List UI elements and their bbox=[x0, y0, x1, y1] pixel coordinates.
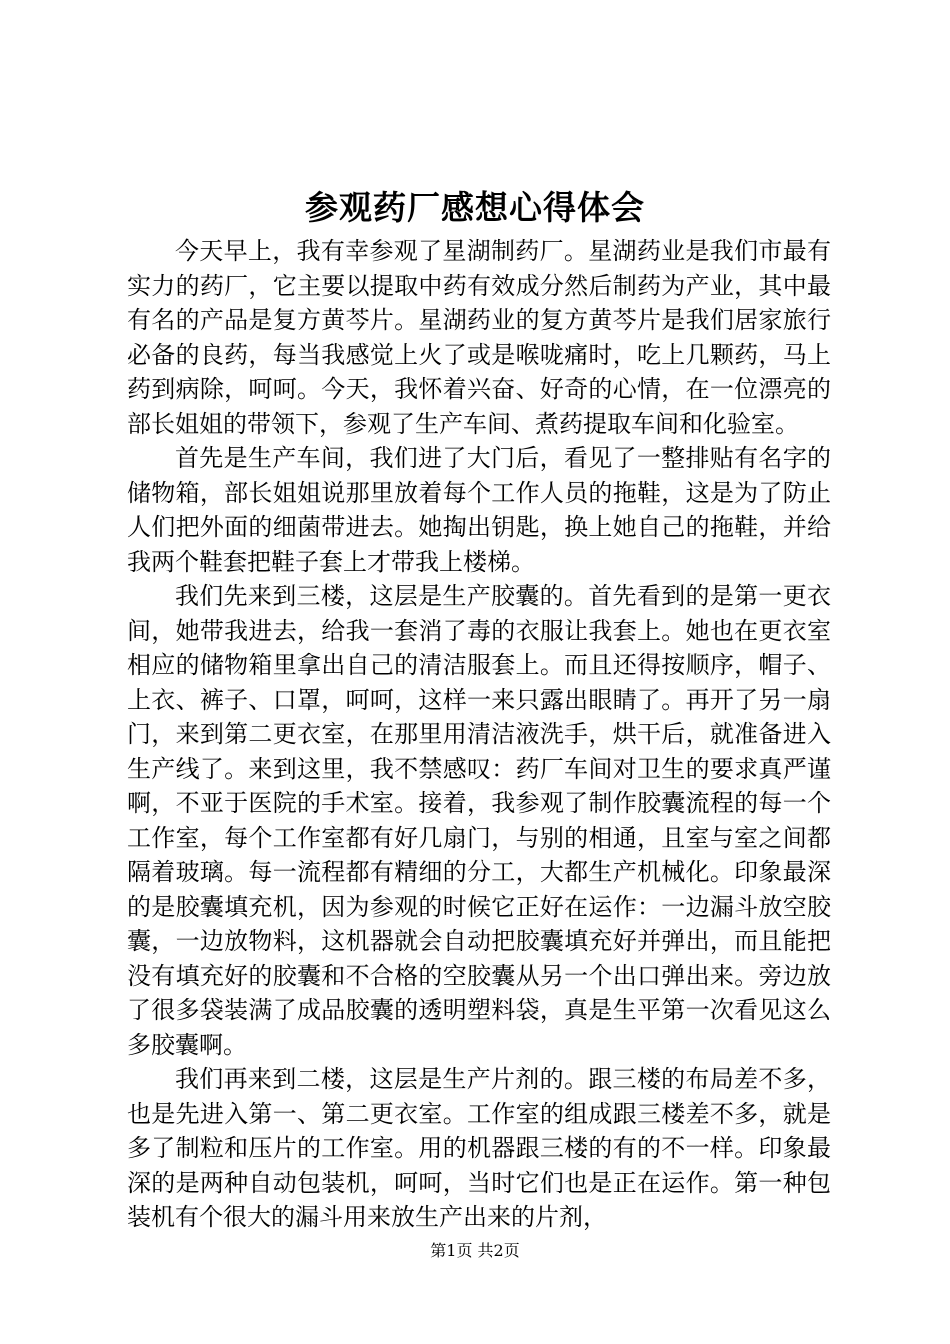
paragraph: 首先是生产车间，我们进了大门后，看见了一整排贴有名字的储物箱，部长姐姐说那里放着每个工作人员的拖鞋，这是为了防止人们把外面的细菌带进去。她掏出钥匙，换上她自己的拖鞋，并给我两个鞋套把鞋子套上才带我上楼梯。 bbox=[127, 444, 831, 576]
document-title: 参观药厂感想心得体会 bbox=[305, 188, 645, 227]
document-body bbox=[127, 234, 831, 1235]
paragraph: 我们先来到三楼，这层是生产胶囊的。首先看到的是第一更衣间，她带我进去，给我一套消了毒的衣服让我套上。她也在更衣室相应的储物箱里拿出自己的清洁服套上。而且还得按顺序，帽子、上衣、裤子、口罩，呵呵，这样一来只露出眼睛了。再开了另一扇门，来到第二更衣室，在那里用清洁液洗手，烘干后，就准备进入生产线了。来到这里，我不禁感叹：药厂车间对卫生的要求真严谨啊，不亚于医院的手术室。接着，我参观了制作胶囊流程的每一个工作室，每个工作室都有好几扇门，与别的相通，且室与室之间都隔着玻璃。每一流程都有精细的分工，大都生产机械化。印象最深的是胶囊填充机，因为参观的时候它正好在运作：一边漏斗放空胶囊，一边放物料，这机器就会自动把胶囊填充好并弹出，而且能把没有填充好的胶囊和不合格的空胶囊从另一个出口弹出来。旁边放了很多袋装满了成品胶囊的透明塑料袋，真是生平第一次看见这么多胶囊啊。 bbox=[127, 582, 831, 1059]
paragraph: 今天早上，我有幸参观了星湖制药厂。星湖药业是我们市最有实力的药厂，它主要以提取中药有效成分然后制药为产业，其中最有名的产品是复方黄芩片。星湖药业的复方黄芩片是我们居家旅行必备的良药，每当我感觉上火了或是喉咙痛时，吃上几颗药，马上药到病除，呵呵。今天，我怀着兴奋、好奇的心情，在一位漂亮的部长姐姐的带领下，参观了生产车间、煮药提取车间和化验室。 bbox=[127, 237, 831, 438]
paragraph: 我们再来到二楼，这层是生产片剂的。跟三楼的布局差不多，也是先进入第一、第二更衣室。工作室的组成跟三楼差不多，就是多了制粒和压片的工作室。用的机器跟三楼的有的不一样。印象最深的是两种自动包装机，呵呵，当时它们也是正在运作。第一种包装机有个很大的漏斗用来放生产出来的片剂， bbox=[127, 1065, 831, 1231]
page-number-footer: 第1页 共2页 bbox=[430, 1241, 520, 1260]
